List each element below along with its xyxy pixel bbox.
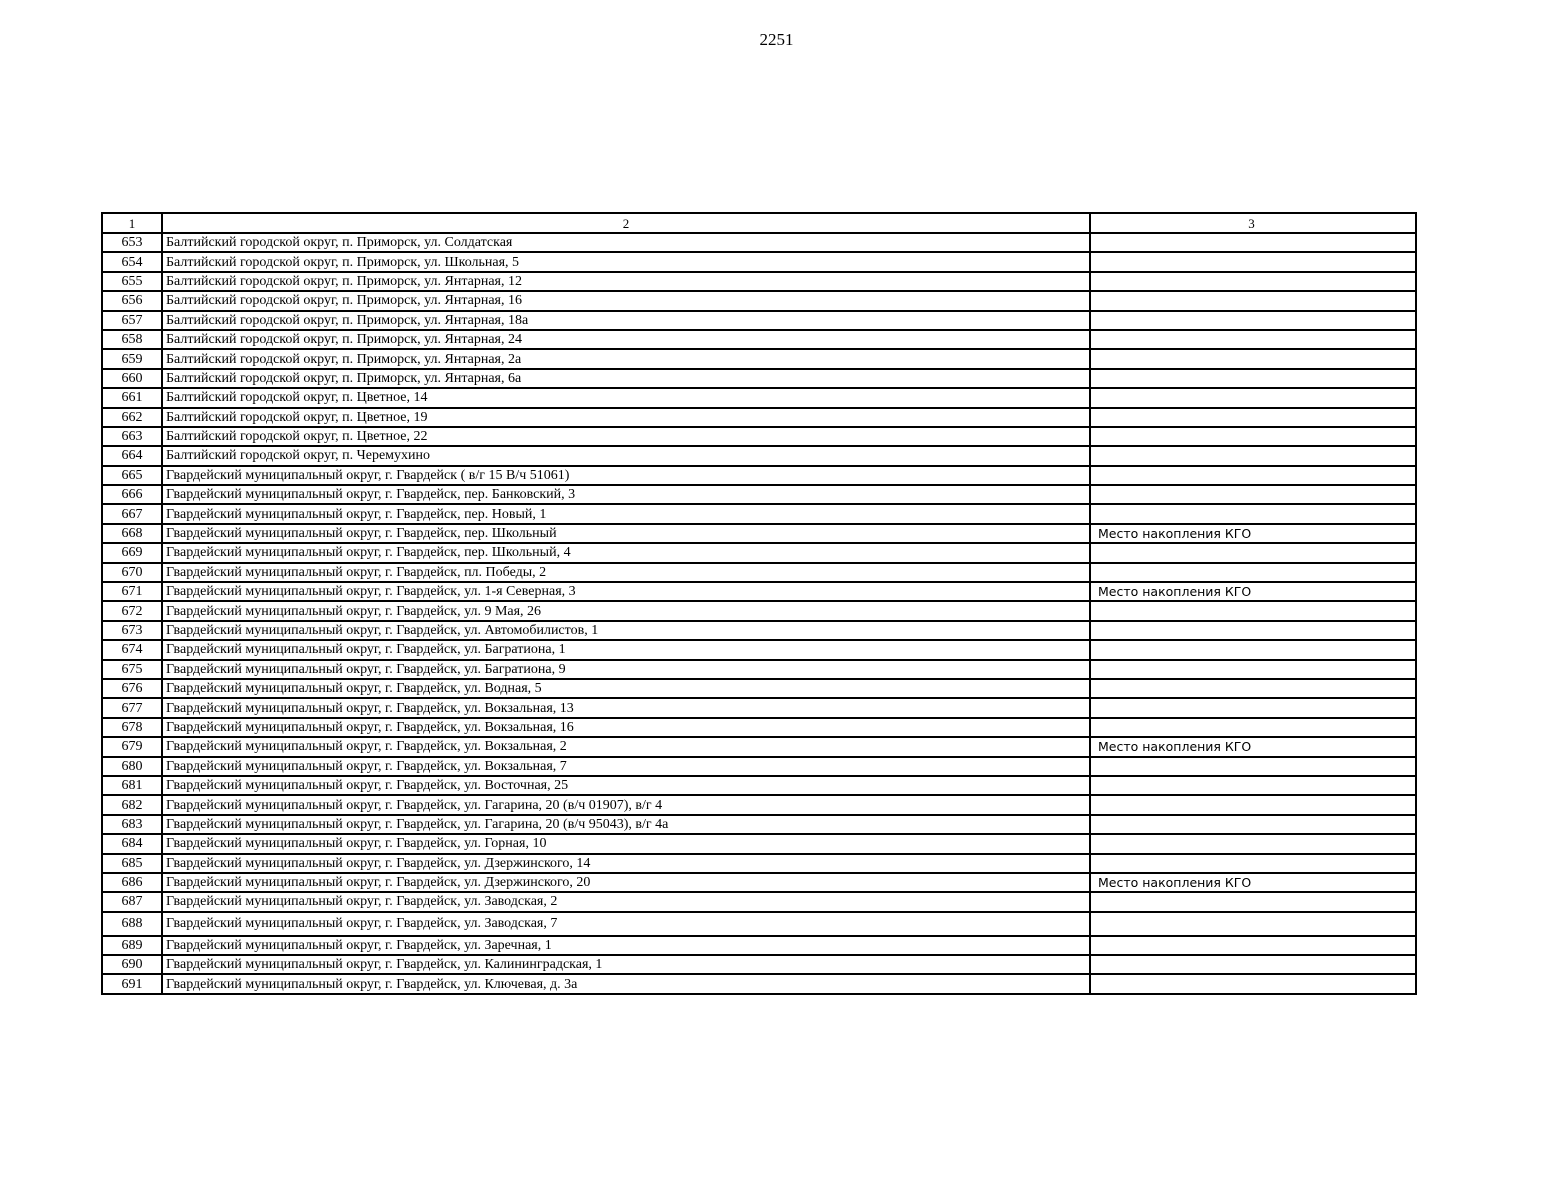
address-cell: Гвардейский муниципальный округ, г. Гвардейск, ул. Восточная, 25 [162, 776, 1090, 795]
address-cell: Гвардейский муниципальный округ, г. Гвардейск, ул. Автомобилистов, 1 [162, 621, 1090, 640]
row-number-cell: 669 [102, 543, 162, 562]
address-cell: Балтийский городской округ, п. Приморск, ул. Школьная, 5 [162, 252, 1090, 271]
table-row [102, 466, 1416, 485]
address-cell: Гвардейский муниципальный округ, г. Гвардейск, ул. Гагарина, 20 (в/ч 01907), в/г 4 [162, 795, 1090, 814]
row-number-cell: 653 [102, 233, 162, 252]
registry-table-container [101, 212, 1415, 995]
note-cell [1090, 466, 1416, 485]
note-cell: Место накопления КГО [1090, 582, 1416, 601]
note-cell: Место накопления КГО [1090, 737, 1416, 756]
address-cell: Балтийский городской округ, п. Цветное, 14 [162, 388, 1090, 407]
address-cell: Гвардейский муниципальный округ, г. Гвардейск, ул. Калининградская, 1 [162, 955, 1090, 974]
row-number-cell: 664 [102, 446, 162, 465]
row-number-cell: 665 [102, 466, 162, 485]
note-cell [1090, 563, 1416, 582]
table-row [102, 912, 1416, 936]
header-cell-2: 2 [162, 213, 1090, 233]
table-row [102, 854, 1416, 873]
note-cell [1090, 912, 1416, 936]
note-cell [1090, 349, 1416, 368]
address-cell: Балтийский городской округ, п. Приморск, ул. Янтарная, 16 [162, 291, 1090, 310]
row-number-cell: 691 [102, 974, 162, 993]
row-number-cell: 690 [102, 955, 162, 974]
row-number-cell: 654 [102, 252, 162, 271]
address-cell: Гвардейский муниципальный округ, г. Гвардейск, ул. Дзержинского, 20 [162, 873, 1090, 892]
table-row [102, 834, 1416, 853]
note-cell [1090, 601, 1416, 620]
row-number-cell: 660 [102, 369, 162, 388]
table-row [102, 679, 1416, 698]
note-cell [1090, 757, 1416, 776]
row-number-cell: 674 [102, 640, 162, 659]
address-cell: Балтийский городской округ, п. Цветное, 22 [162, 427, 1090, 446]
table-row [102, 601, 1416, 620]
table-row [102, 936, 1416, 955]
note-cell [1090, 660, 1416, 679]
table-row [102, 311, 1416, 330]
table-row [102, 233, 1416, 252]
table-row [102, 582, 1416, 601]
address-cell: Балтийский городской округ, п. Черемухино [162, 446, 1090, 465]
row-number-cell: 688 [102, 912, 162, 936]
table-row [102, 955, 1416, 974]
table-row [102, 485, 1416, 504]
note-cell [1090, 272, 1416, 291]
table-row [102, 718, 1416, 737]
row-number-cell: 671 [102, 582, 162, 601]
row-number-cell: 675 [102, 660, 162, 679]
table-row [102, 892, 1416, 911]
note-cell [1090, 640, 1416, 659]
table-row [102, 563, 1416, 582]
table-row [102, 698, 1416, 717]
row-number-cell: 670 [102, 563, 162, 582]
address-cell: Гвардейский муниципальный округ, г. Гвардейск, ул. Вокзальная, 13 [162, 698, 1090, 717]
table-row [102, 388, 1416, 407]
note-cell [1090, 233, 1416, 252]
address-cell: Балтийский городской округ, п. Приморск, ул. Янтарная, 24 [162, 330, 1090, 349]
note-cell: Место накопления КГО [1090, 524, 1416, 543]
address-cell: Гвардейский муниципальный округ, г. Гвардейск, ул. Багратиона, 1 [162, 640, 1090, 659]
row-number-cell: 663 [102, 427, 162, 446]
row-number-cell: 686 [102, 873, 162, 892]
table-body [102, 213, 1416, 994]
address-cell: Гвардейский муниципальный округ, г. Гвардейск, ул. Багратиона, 9 [162, 660, 1090, 679]
table-row [102, 873, 1416, 892]
address-cell: Гвардейский муниципальный округ, г. Гвардейск ( в/г 15 В/ч 51061) [162, 466, 1090, 485]
table-row [102, 252, 1416, 271]
table-row [102, 621, 1416, 640]
registry-table [101, 212, 1417, 995]
row-number-cell: 655 [102, 272, 162, 291]
address-cell: Гвардейский муниципальный округ, г. Гвардейск, пер. Новый, 1 [162, 504, 1090, 523]
row-number-cell: 681 [102, 776, 162, 795]
address-cell: Гвардейский муниципальный округ, г. Гвардейск, ул. Горная, 10 [162, 834, 1090, 853]
address-cell: Гвардейский муниципальный округ, г. Гвардейск, ул. 9 Мая, 26 [162, 601, 1090, 620]
row-number-cell: 683 [102, 815, 162, 834]
row-number-cell: 668 [102, 524, 162, 543]
row-number-cell: 661 [102, 388, 162, 407]
address-cell: Гвардейский муниципальный округ, г. Гвардейск, ул. Водная, 5 [162, 679, 1090, 698]
table-row [102, 974, 1416, 993]
table-row [102, 640, 1416, 659]
address-cell: Балтийский городской округ, п. Приморск, ул. Янтарная, 6а [162, 369, 1090, 388]
table-row [102, 446, 1416, 465]
note-cell [1090, 815, 1416, 834]
address-cell: Гвардейский муниципальный округ, г. Гвардейск, пл. Победы, 2 [162, 563, 1090, 582]
note-cell: Место накопления КГО [1090, 873, 1416, 892]
address-cell: Гвардейский муниципальный округ, г. Гвардейск, ул. Вокзальная, 16 [162, 718, 1090, 737]
address-cell: Гвардейский муниципальный округ, г. Гвардейск, пер. Банковский, 3 [162, 485, 1090, 504]
table-row [102, 408, 1416, 427]
note-cell [1090, 543, 1416, 562]
note-cell [1090, 834, 1416, 853]
note-cell [1090, 776, 1416, 795]
note-cell [1090, 427, 1416, 446]
table-header-row [102, 213, 1416, 233]
address-cell: Гвардейский муниципальный округ, г. Гвардейск, ул. Заречная, 1 [162, 936, 1090, 955]
address-cell: Балтийский городской округ, п. Приморск, ул. Янтарная, 2а [162, 349, 1090, 368]
row-number-cell: 662 [102, 408, 162, 427]
table-row [102, 543, 1416, 562]
address-cell: Гвардейский муниципальный округ, г. Гвардейск, ул. Вокзальная, 2 [162, 737, 1090, 756]
row-number-cell: 689 [102, 936, 162, 955]
table-row [102, 427, 1416, 446]
row-number-cell: 672 [102, 601, 162, 620]
address-cell: Балтийский городской округ, п. Цветное, 19 [162, 408, 1090, 427]
row-number-cell: 667 [102, 504, 162, 523]
row-number-cell: 687 [102, 892, 162, 911]
address-cell: Гвардейский муниципальный округ, г. Гвардейск, ул. Дзержинского, 14 [162, 854, 1090, 873]
note-cell [1090, 854, 1416, 873]
table-row [102, 349, 1416, 368]
address-cell: Балтийский городской округ, п. Приморск, ул. Янтарная, 12 [162, 272, 1090, 291]
row-number-cell: 659 [102, 349, 162, 368]
note-cell [1090, 252, 1416, 271]
address-cell: Гвардейский муниципальный округ, г. Гвардейск, ул. Гагарина, 20 (в/ч 95043), в/г 4а [162, 815, 1090, 834]
address-cell: Гвардейский муниципальный округ, г. Гвардейск, ул. Вокзальная, 7 [162, 757, 1090, 776]
address-cell: Балтийский городской округ, п. Приморск, ул. Солдатская [162, 233, 1090, 252]
note-cell [1090, 446, 1416, 465]
header-cell-3: 3 [1090, 213, 1416, 233]
table-row [102, 369, 1416, 388]
note-cell [1090, 892, 1416, 911]
table-row [102, 776, 1416, 795]
table-row [102, 291, 1416, 310]
page-number: 2251 [759, 30, 794, 49]
note-cell [1090, 369, 1416, 388]
note-cell [1090, 718, 1416, 737]
table-row [102, 815, 1416, 834]
table-row [102, 504, 1416, 523]
table-row [102, 795, 1416, 814]
note-cell [1090, 504, 1416, 523]
note-cell [1090, 291, 1416, 310]
row-number-cell: 673 [102, 621, 162, 640]
row-number-cell: 679 [102, 737, 162, 756]
row-number-cell: 677 [102, 698, 162, 717]
row-number-cell: 684 [102, 834, 162, 853]
note-cell [1090, 408, 1416, 427]
address-cell: Гвардейский муниципальный округ, г. Гвардейск, ул. Заводская, 2 [162, 892, 1090, 911]
row-number-cell: 682 [102, 795, 162, 814]
note-cell [1090, 974, 1416, 993]
note-cell [1090, 311, 1416, 330]
row-number-cell: 657 [102, 311, 162, 330]
table-row [102, 660, 1416, 679]
note-cell [1090, 388, 1416, 407]
header-cell-1: 1 [102, 213, 162, 233]
note-cell [1090, 936, 1416, 955]
address-cell: Гвардейский муниципальный округ, г. Гвардейск, ул. Заводская, 7 [162, 912, 1090, 936]
address-cell: Гвардейский муниципальный округ, г. Гвардейск, ул. 1-я Северная, 3 [162, 582, 1090, 601]
row-number-cell: 678 [102, 718, 162, 737]
table-row [102, 330, 1416, 349]
row-number-cell: 666 [102, 485, 162, 504]
address-cell: Балтийский городской округ, п. Приморск, ул. Янтарная, 18а [162, 311, 1090, 330]
row-number-cell: 680 [102, 757, 162, 776]
note-cell [1090, 955, 1416, 974]
table-row [102, 272, 1416, 291]
address-cell: Гвардейский муниципальный округ, г. Гвардейск, пер. Школьный, 4 [162, 543, 1090, 562]
note-cell [1090, 485, 1416, 504]
table-row [102, 757, 1416, 776]
row-number-cell: 685 [102, 854, 162, 873]
row-number-cell: 656 [102, 291, 162, 310]
table-row [102, 737, 1416, 756]
note-cell [1090, 698, 1416, 717]
row-number-cell: 658 [102, 330, 162, 349]
note-cell [1090, 679, 1416, 698]
note-cell [1090, 330, 1416, 349]
note-cell [1090, 621, 1416, 640]
note-cell [1090, 795, 1416, 814]
address-cell: Гвардейский муниципальный округ, г. Гвардейск, пер. Школьный [162, 524, 1090, 543]
row-number-cell: 676 [102, 679, 162, 698]
table-row [102, 524, 1416, 543]
address-cell: Гвардейский муниципальный округ, г. Гвардейск, ул. Ключевая, д. 3а [162, 974, 1090, 993]
